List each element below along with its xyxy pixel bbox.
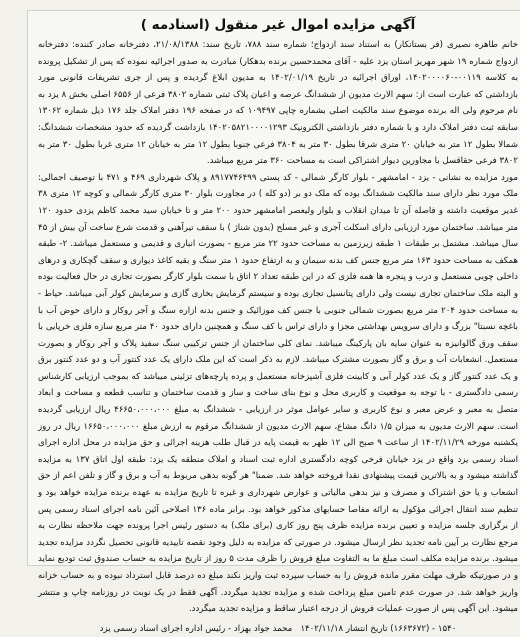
notice-paragraph-2: مورد مزایده به نشانی - یزد - امامشهر - بلوار کارگر شمالی - کد پستی ۸۹۱۷۷۴۶۴۹۹ و پلاک شهرداری ۴۶۹ و ۴۷۱ با توصیف اجمالی: ملک مورد نظر دارای سند مالکیت ششدانگ بوده که ملک دو بر (دو کله ) در مجاورت بلوار ۳۰ متری کارگر شمالی و کوچه ۱۲ متری ۳۸ غدیر موقعیت داشته و فاصله آن تا میدان انقلاب و بلوار ولیعصر امامشهر حدود ۲۰۰ متر و تا خیابان سید محمد کاظم یزدی حدود ۱۲۰ متر میباشد. ساختمان مورد ارزیابی دارای اسکلت آجری و غیر مسلح (بدون شناژ ) با سقف تیرآهنی و قدمت شرع ساخت آن بیش از ۴۵ سال میباشد. مشتمل بر طبقات ۱ طبقه زیرزمین به مساحت حدود ۲۲ متر مربع - بصورت انباری و قدیمی و مستعمل میباشد. ۲- طبقه همکف به مساحت حدود ۱۶۳ متر مربع جنس کف بدنه سیمان و به ارتفاع حدود ۱ متر سنگ و بقیه کاغذ دیواری و سقف گچکاری و درهای داخلی چوبی مستعمل و درب و پنجره ها همه فلزی که در این طبقه تعداد ۲ اتاق با سمت بلوار کارگر بصورت تجاری در حال فعالیت بوده و البته ملک ساختمان تجاری نیست ولی دارای پتانسیل تجاری بوده و سیستم گرمایش بخاری گازی و سرمایش کولر آبی میباشد. حیاط - به مساحت حدود ۲۰۴ متر مربع بصورت شمالی جنوبی با جنس کف موزائیک و جنس بدنه ازاره سنگ و آجر روکار و دارای حوض آب با باغچه نسبتا" بزرگ و دارای سرویس بهداشتی مجزا و دارای تراس با کف سنگ و همچنین دارای حدود ۴۰ متر مربع سازه فلزی خرپایی با سقف ورق گالوانیزه به عنوان سایه بان پارکینگ میباشد. نمای کلی ساختمان از جنس ترکیبی سنگ سفید پلاک و آجر روکار و بصورت مستعمل. انشعابات آب و برق و گاز بصورت مشترک میباشد. لازم به ذکر است که این ملک دارای یک عدد کنتور آب و دو عدد کنتور برق و یک عدد کنتور گاز و یک عدد کولر آبی و کابینت فلزی آشپزخانه مستعمل و پرده پارچه‌های تزئینی میباشد که بموجب ارزیابی کارشناس رسمی دادگستری - با توجه به موقعیت و کاربری محل و نوع بنای ساخت و ساز و قدمت ساختمان و تناسب قطعه و مساحت و ابعاد متصل به معبر و عرض معبر و نوع کاربری و سایر عوامل موثر در ارزیابی - ششدانگ به مبلغ ۴۶۶۵۰،۰۰۰،۰۰۰ ریال ارزیابی گردیده است. سهم الارث مدیون به میزان ۱/۵ دانگ مشاع، سهم الارث مدیون از ششدانگ مرقوم به ارزش مبلغ ۱۶۶۵۰،۰۰۰،۰۰۰ ریال در روز یکشنبه مورخه ۱۴۰۲/۱۱/۲۹ از ساعت ۹ صبح الی ۱۲ ظهر به قیمت پایه در قبال طلب هزینه اجرائی و حق مزایده در محل اداره اجرای اسناد رسمی یزد واقع در یزد خیابان فرخی کوچه دادگستری اداره ثبت اسناد و املاک منطقه یک یزد: طبقه اول اتاق ۱۳۷ به مزایده گذاشته میشود و به بالاترین قیمت پیشنهادی نقدا فروخته خواهد شد. ضمنا" هر گونه بدهی مربوط به آب و برق و گاز و تلفن اعم از حق انشعاب و یا حق اشتراک و مصرف و نیز بدهی مالیاتی و عوارض شهرداری و غیره تا تاریخ مزایده به عهده برنده مزایده خواهد بود و تنظیم سند انتقال اجرائی مؤکول به ارائه مفاصا حسابهای مذکور خواهد بود. برابر ماده ۱۳۶ اصلاحی آئین نامه اجرای اسناد رسمی پس از برگزاری جلسه مزایده و تعیین برنده مزایده ظرف پنج روز کاری (برای ملک) به دستور رئیس اجرا پرونده جهت ملاحظه نظارت به مرجع نظارت بر آیین نامه تجدید نظر ارسال میشود. در صورتی که مزایده به دلیل وجود نقصه تاییدیه قانونی تحصیل نگردد مزایده تجدید میشود. برنده مزایده مکلف است مبلغ ما به التفاوت مبلغ فروش را ظرف مدت ۵ روز از تاریخ مزایده به حساب صندوق ثبت تودیع نماید و در صورتیکه ظرف مهلت مقرر مانده فروش را به حساب سپرده ثبت واریز نکند مبلغ ده درصد قابل استرداد نبوده و به حساب خزانه واریز خواهد شد. در صورت عدم تامین مبلغ پرداخت شده و مزایده تجدید میگردد. آگهی فقط در یک نوبت در روزنامه چاپ و منتشر میشود. این آگهی پس از صورت عملیات فروش از درجه اعتبار ساقط و مزایده تجدید میگردد. xyxy=(38,172,519,615)
auction-notice xyxy=(27,10,520,634)
notice-paragraph-1: خانم طاهره نصیری (فر بستانکار) به استناد سند ازدواج؛ شماره سند ۷۸۸، تاریخ سند: ۲۱/۰۸/۱۳۸۸، دفترخانه صادر کننده: دفترخانه ازدواج شماره ۱۹ شهر مهریز استان یزد علیه - آقای محمدحسین برنده بدهکار) مبادرت به صدور اجرائیه نموده که پس از تشکیل پرونده به کلاسه ۰۰۱۱۹-۱۴۰۲۰۰۰۰۶۰، اوراق اجرائیه در تاریخ ۱۴۰۲/۰۱/۱۹ به مدیون ابلاغ گردیده و پس از جری تشریفات قانونی مورد بازداشتی که عبارت است از: سهم الارث مدیون از ششدانگ عرصه و اعیان پلاک ثبتی شماره ۳۸۰۲ فرعی از ۶۵۵۶ اصلی بخش ۸ یزد به نام مرحوم ولی اله برنده موضوع سند مالکیت اصلی بشماره چاپی ۱۰۹۴۹۷ که در صفحه ۱۹۶ دفتر املاک جلد ۱۷۶ ذیل شماره ۱۳۰۶۲ سابقه ثبت دفتر املاک دارد و با شماره دفتر بازداشتی الکترونیک ۱۴۰۲۰۵۸۲۱۰۰۰۰۱۲۹۳ بازداشت گردیده که حدود مشخصات ششدانگ: شمالا بطول ۱۲ متر به خیابان ۲۰ متری شرقا بطول ۳۰ متر به ۳۸۰۴ فرعی جنوبا بطول ۱۲ متر به خیابان ۱۲ متری غربا بطول ۳۰ متر به ۳۸۰۲ فرعی حقاقسل با مجاورین دیوار اشتراکی است به مساحت ۳۶۰ متر مربع میباشد. xyxy=(38,40,518,167)
publication-info: ۱۵۴۰ - (۱۶۶۳۶۷۲) تاریخ انتشار ۱۴۰۲/۱۱/۱۸ xyxy=(300,623,457,634)
notice-signature-line xyxy=(38,621,518,637)
notice-title: آگهی مزایده اموال غیر منقول (اسناد‌مه ) xyxy=(140,17,416,33)
signature: محمد جواد بهزاد - رئیس اداره اجرای اسناد رسمی یزد xyxy=(99,623,293,634)
notice-body xyxy=(38,37,518,618)
